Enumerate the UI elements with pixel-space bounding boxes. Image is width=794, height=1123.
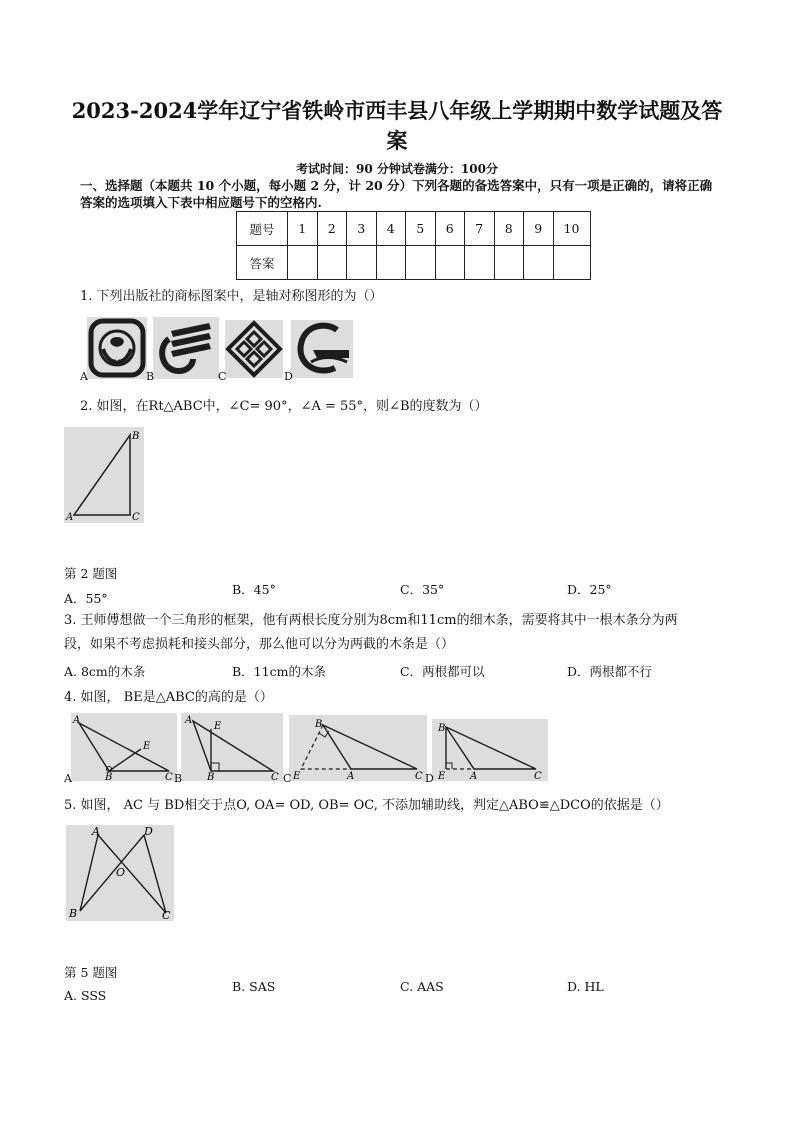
answer-table: [236, 211, 591, 280]
q4-figure-b: [181, 713, 283, 781]
q3-stem: [64, 611, 734, 655]
answer-cell[interactable]: [376, 246, 406, 280]
svg-text:C: C: [165, 772, 173, 781]
q4-option-c: C: [283, 772, 292, 785]
q3-option-b: B．11cm的木条: [232, 664, 326, 679]
q4-figure-d: [432, 719, 548, 781]
answer-cell[interactable]: [494, 246, 524, 280]
q4-option-a: A: [64, 772, 72, 785]
q4-figure-c: [289, 715, 427, 781]
q2-caption: 第 2 题图: [64, 566, 118, 581]
table-row: [237, 246, 591, 280]
q4-stem: 4. 如图， BE是△ABC的高的是（）: [64, 690, 273, 705]
q2-option-d: D．25°: [567, 582, 612, 597]
vertex-label-c: C: [162, 909, 171, 921]
leaf-hands-logo-icon: [87, 317, 147, 379]
page-title: [60, 96, 734, 156]
q5-option-b: B. SAS: [232, 979, 276, 994]
q5-stem: 5. 如图， AC 与 BD相交于点O, OA= OD, OB= OC, 不添加辅助线，判定△ABO≌△DCO的依据是（）: [64, 798, 669, 813]
q5-option-d: D. HL: [567, 979, 604, 994]
table-cell-number: 9: [524, 212, 554, 246]
q5-option-c: C. AAS: [400, 979, 444, 994]
vertex-label-b: B: [69, 907, 78, 920]
svg-text:A: A: [185, 715, 193, 726]
triangle-figure-a: [71, 713, 177, 781]
answer-cell[interactable]: [347, 246, 377, 280]
table-cell-number: 8: [494, 212, 524, 246]
answer-cell[interactable]: [524, 246, 554, 280]
q4-option-d: D: [425, 772, 434, 785]
svg-text:E: E: [214, 721, 222, 732]
q1-stem: 1. 下列出版社的商标图案中，是轴对称图形的为（）: [80, 289, 383, 304]
q3-option-d: D．两根都不行: [567, 664, 653, 679]
q1-option-c: C: [218, 370, 227, 383]
q3-option-a: A. 8cm的木条: [64, 664, 146, 679]
q1-option-b: B: [146, 370, 155, 383]
svg-text:C: C: [534, 771, 542, 781]
q5-caption: 第 5 题图: [64, 965, 118, 980]
vertex-label-o: O: [116, 866, 126, 879]
triangle-figure-d: [432, 719, 548, 781]
vertex-label-c: C: [132, 512, 140, 523]
diamond-squares-logo-icon: [225, 320, 283, 378]
right-triangle-figure: [64, 427, 144, 523]
svg-text:E: E: [438, 771, 446, 781]
table-cell-number: 1: [288, 212, 318, 246]
q1-option-d: D: [284, 370, 293, 383]
q3-stem-line-1: 3. 王师傅想做一个三角形的框架，他有两根长度分别为8cm和11cm的细木条，需要将其中一根木条分为两: [64, 613, 678, 628]
answer-cell[interactable]: [406, 246, 436, 280]
q4-option-b: B: [174, 772, 183, 785]
triangle-figure-c: [289, 715, 427, 781]
svg-text:B: B: [105, 772, 113, 781]
q4-figure-a: [71, 713, 177, 781]
exam-info: 考试时间：90 分钟试卷满分：100分: [296, 162, 498, 176]
q3-stem-line-2: 段，如果不考虑损耗和接头部分，那么他可以分为两截的木条是（）: [64, 637, 455, 652]
table-row: [237, 212, 591, 246]
table-cell-number: 3: [347, 212, 377, 246]
table-cell-number: 10: [553, 212, 590, 246]
table-header-number: 题号: [237, 212, 288, 246]
table-cell-number: 4: [376, 212, 406, 246]
table-cell-number: 7: [465, 212, 495, 246]
table-cell-number: 5: [406, 212, 436, 246]
q2-stem: 2. 如图，在Rt△ABC中，∠C= 90°，∠A = 55°，则∠B的度数为（）: [80, 399, 488, 414]
q1-logo-c: [225, 320, 283, 378]
q2-option-a: A．55°: [64, 591, 108, 606]
title-line-2: 案: [386, 128, 408, 153]
q2-option-c: C．35°: [400, 582, 445, 597]
answer-cell[interactable]: [288, 246, 318, 280]
svg-text:E: E: [293, 771, 301, 781]
q2-option-b: B．45°: [232, 582, 276, 597]
q5-figure: [66, 825, 174, 921]
table-header-answer: 答案: [237, 246, 288, 280]
vertex-label-a: A: [92, 825, 100, 838]
svg-text:A: A: [73, 715, 81, 726]
q3-option-c: C．两根都可以: [400, 664, 485, 679]
svg-text:B: B: [207, 772, 215, 781]
answer-cell[interactable]: [435, 246, 465, 280]
q1-option-a: A: [80, 370, 88, 383]
crossing-segments-figure: [66, 825, 174, 921]
triangle-figure-b: [181, 713, 283, 781]
answer-cell[interactable]: [465, 246, 495, 280]
q1-logo-d: [291, 320, 353, 378]
vertex-label-b: B: [132, 431, 140, 442]
svg-text:A: A: [347, 771, 355, 781]
svg-text:B: B: [315, 719, 323, 730]
svg-text:C: C: [271, 772, 279, 781]
title-line-1: 2023-2024学年辽宁省铁岭市西丰县八年级上学期期中数学试题及答: [71, 98, 723, 123]
svg-text:E: E: [143, 741, 151, 752]
vertex-label-d: D: [144, 825, 153, 838]
table-cell-number: 2: [317, 212, 347, 246]
table-cell-number: 6: [435, 212, 465, 246]
q2-figure: [64, 427, 144, 523]
q1-logo-b: [153, 317, 219, 379]
svg-text:B: B: [438, 723, 446, 734]
section-heading: 一、选择题（本题共 10 个小题，每小题 2 分，计 20 分）下列各题的备选答案中，只有一项是正确的，请将正确答案的选项填入下表中相应题号下的空格内.: [80, 178, 713, 210]
svg-text:C: C: [415, 771, 423, 781]
vertex-label-a: A: [66, 512, 74, 523]
answer-cell[interactable]: [553, 246, 590, 280]
books-logo-icon: [153, 317, 219, 379]
svg-text:A: A: [470, 771, 478, 781]
q5-option-a: A. SSS: [64, 988, 107, 1003]
circle-g-logo-icon: [291, 320, 353, 378]
q1-logo-a: [87, 317, 147, 379]
answer-cell[interactable]: [317, 246, 347, 280]
